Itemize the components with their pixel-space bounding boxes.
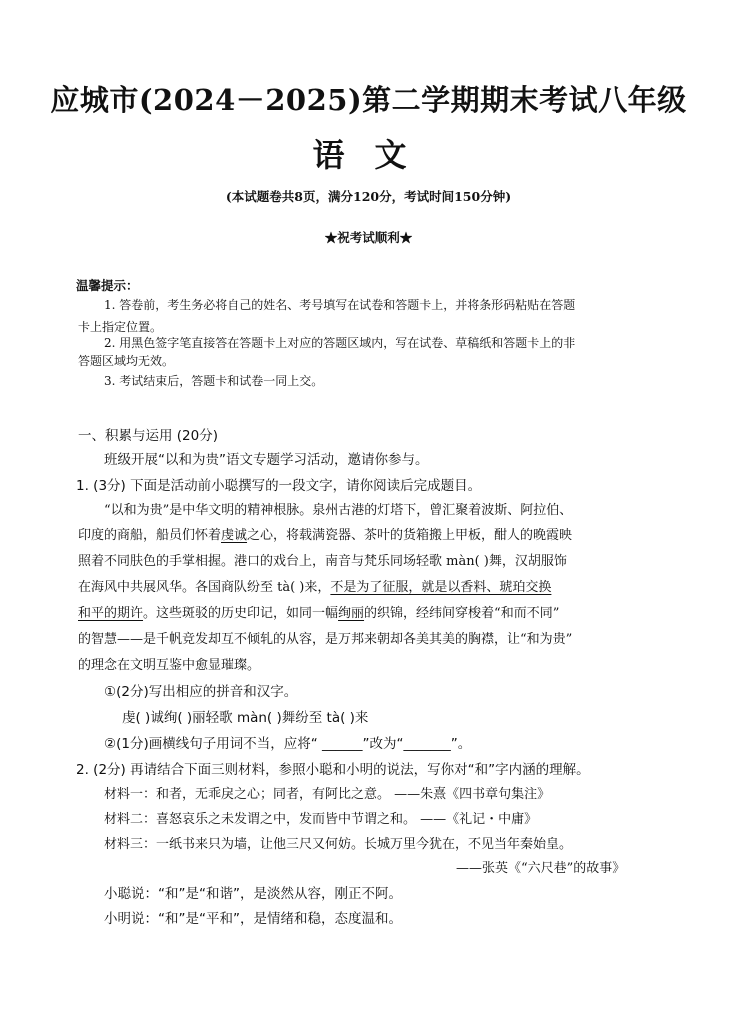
underlined-sentence: 不是为了征服，就是以香料、琥珀交换	[330, 580, 552, 595]
tip-item-1-cont: 卡上指定位置。	[78, 320, 163, 334]
exam-note: (本试题卷共8页，满分120分，考试时间150分钟)	[225, 189, 512, 204]
good-luck-line: ★祝考试顺利★	[324, 230, 413, 245]
tips-heading: 温馨提示：	[76, 278, 139, 293]
material-2: 材料二：喜怒哀乐之未发谓之中，发而皆中节谓之和。 ——《礼记・中庸》	[104, 812, 538, 827]
underlined-sentence-cont: 和平的期许	[78, 606, 144, 621]
tip-item-2-cont: 答题区域均无效。	[78, 354, 175, 368]
underlined-word-qiancheng: 虔诚	[221, 528, 248, 543]
section-heading: 一、积累与运用 (20分)	[78, 428, 219, 444]
q1-sub1: ①(2分)写出相应的拼音和汉字。	[104, 684, 298, 700]
passage-line-6: 的智慧——是千帆竞发却互不倾轧的从容，是万邦来朝却各美其美的胸襟，让“和为贵”	[78, 632, 573, 647]
material-1: 材料一：和者，无乖戾之心；同者，有阿比之意。 ——朱熹《四书章句集注》	[104, 787, 551, 802]
subject-title: 语文	[312, 136, 437, 174]
underlined-word-xuanli: 绚丽	[338, 606, 365, 621]
tip-item-1: 1. 答卷前，考生务必将自己的姓名、考号填写在试卷和答题卡上，并将条形码粘贴在答题	[104, 298, 576, 312]
tip-item-2: 2. 用黑色签字笔直接答在答题卡上对应的答题区域内，写在试卷、草稿纸和答题卡上的非	[104, 336, 576, 350]
material-3-source: ——张英《“六尺巷”的故事》	[456, 861, 626, 876]
passage-line-2: 印度的商船，船员们怀着虔诚之心，将载满瓷器、茶叶的货箱搬上甲板，酣人的晚霞映	[78, 528, 573, 543]
section-intro: 班级开展“以和为贵”语文专题学习活动，邀请你参与。	[104, 452, 429, 468]
xiaoming-statement: 小明说：“和”是“平和”，是情绪和稳，态度温和。	[104, 911, 402, 927]
material-3: 材料三：一纸书来只为墙，让他三尺又何妨。长城万里今犹在，不见当年秦始皇。	[104, 837, 573, 852]
passage-line-7: 的理念在文明互鉴中愈显璀璨。	[78, 658, 261, 673]
passage-line-1: “以和为贵”是中华文明的精神根脉。泉州古港的灯塔下，曾汇聚着波斯、阿拉伯、	[104, 503, 573, 518]
q1-stem: 1. (3分) 下面是活动前小聪撰写的一段文字，请你阅读后完成题目。	[76, 478, 482, 494]
exam-title: 应城市(2024－2025)第二学期期末考试八年级	[50, 83, 687, 117]
passage-line-3: 照着不同肤色的手掌相握。港口的戏台上，南音与梵乐同场轻歌 màn( )舞，汉胡服饰	[78, 554, 567, 569]
xiaocong-statement: 小聪说：“和”是“和谐”，是淡然从容，刚正不阿。	[104, 886, 402, 902]
passage-line-5: 和平的期许。这些斑驳的历史印记，如同一幅绚丽的织锦，经纬间穿梭着“和而不同”	[78, 606, 560, 621]
passage-line-4: 在海风中共展风华。各国商队纷至 tà( )来，不是为了征服，就是以香料、琥珀交换	[78, 580, 552, 595]
q2-stem: 2. (2分) 再请结合下面三则材料，参照小聪和小明的说法，写你对“和”字内涵的理解。	[76, 762, 590, 778]
tip-item-3: 3. 考试结束后，答题卡和试卷一同上交。	[104, 374, 324, 388]
q1-sub2: ②(1分)画横线句子用词不当，应将“ ______”改为“_______”。	[104, 736, 472, 752]
q1-fill-blanks: 虔( )诚绚( )丽轻歌 màn( )舞纷至 tà( )来	[122, 710, 369, 726]
